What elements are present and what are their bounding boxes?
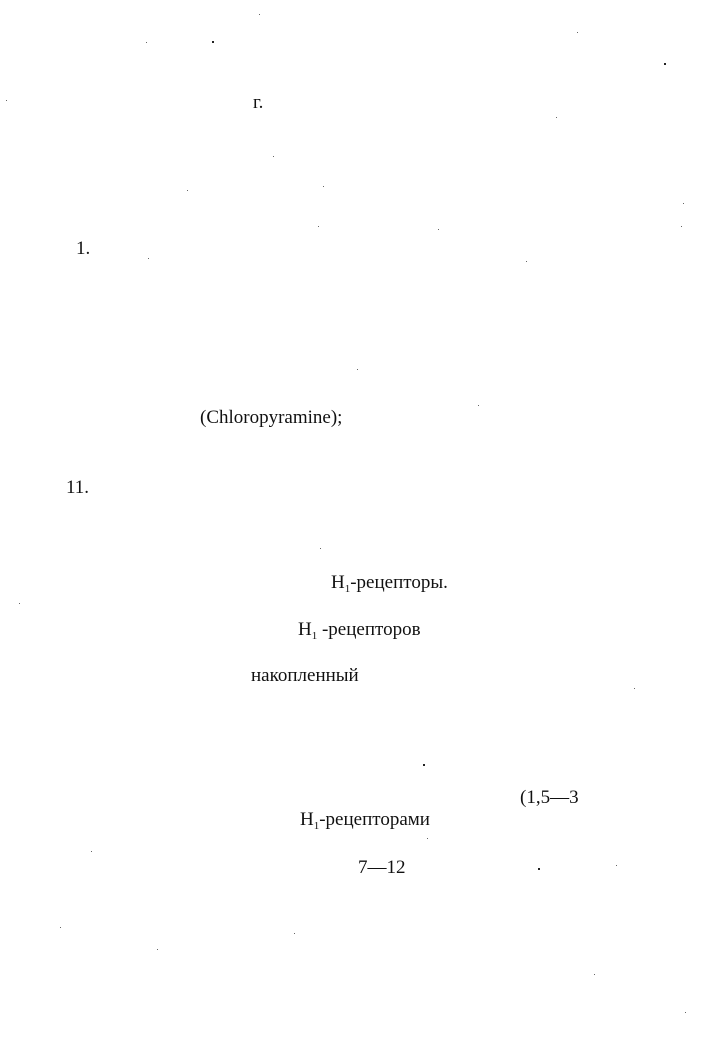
h1-letter: H xyxy=(298,619,312,640)
list-number-1: 1. xyxy=(76,238,91,259)
h1-subscript: 1 xyxy=(313,820,320,832)
range-7-12: 7—12 xyxy=(358,857,406,878)
receptors-plural-text: -рецепторы. xyxy=(350,572,448,593)
h1-letter: H xyxy=(300,809,314,830)
year-abbreviation: г. xyxy=(253,92,264,113)
h1-receptors-genitive-line xyxy=(298,619,421,647)
h1-receptors-instrumental-line xyxy=(300,809,430,837)
h1-letter: H xyxy=(331,572,345,593)
h1-receptors-line xyxy=(331,572,448,600)
list-number-11: 11. xyxy=(66,477,90,498)
chloropyramine-term: (Chloropyramine); xyxy=(200,407,343,428)
receptors-instrumental-text: -рецепторами xyxy=(319,809,430,830)
accumulated-word: накопленный xyxy=(251,665,359,686)
receptors-genitive-text: -рецепторов xyxy=(317,619,421,640)
h1-subscript: 1 xyxy=(344,583,351,595)
h1-subscript: 1 xyxy=(311,630,318,642)
range-fragment: (1,5—3 xyxy=(520,787,579,808)
